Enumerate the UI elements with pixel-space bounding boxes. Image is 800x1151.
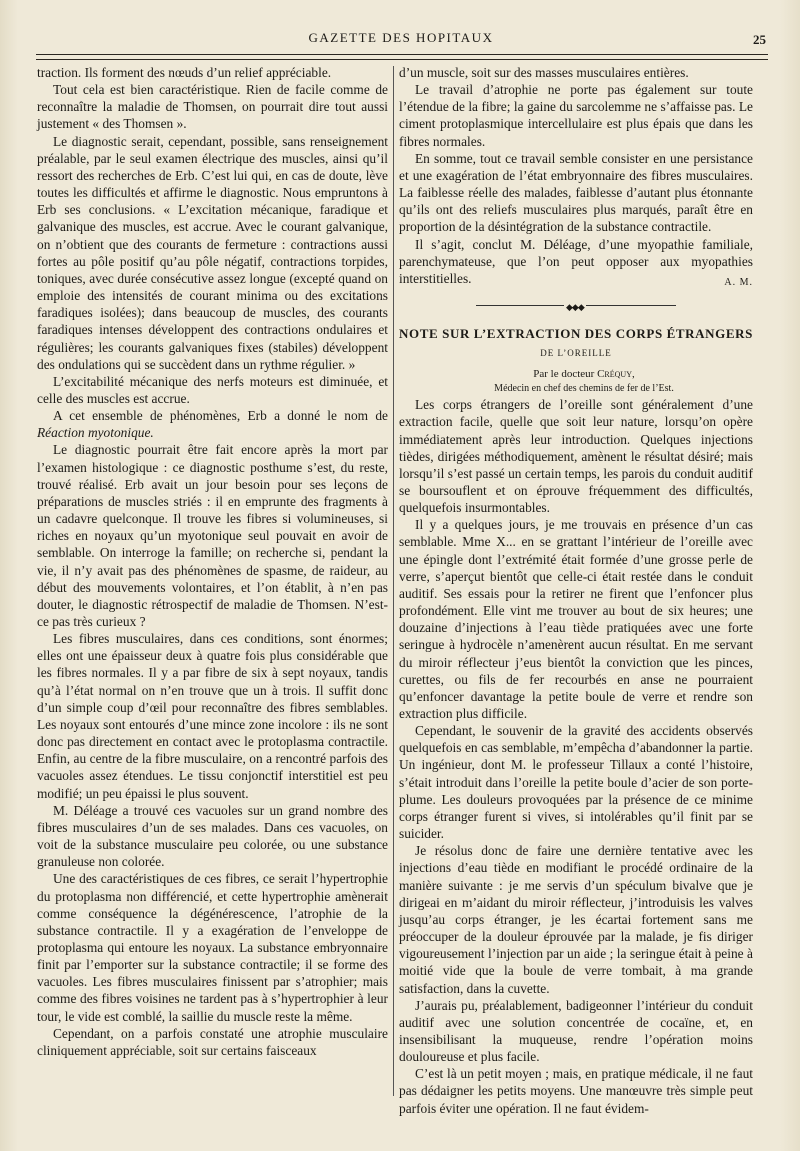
paragraph: d’un muscle, soit sur des masses musculaires entières. <box>399 65 689 80</box>
paragraph-text: Il s’agit, conclut M. Déléage, d’une myopathie familiale, parenchymateuse, que l’on peut opposer aux myopathies interstitielles. <box>399 236 753 286</box>
page-header <box>36 30 766 50</box>
author-affiliation: Médecin en chef des chemins de fer de l’Est. <box>494 383 674 395</box>
paragraph: traction. Ils forment des nœuds d’un relief appréciable. <box>37 65 332 80</box>
paragraph: L’excitabilité mécanique des nerfs moteurs est diminuée, et celle des muscles est accrue. <box>37 373 388 406</box>
left-column <box>37 64 388 1059</box>
paragraph: Le diagnostic serait, cependant, possible, sans renseignement préalable, par le seul examen électrique des muscles, ainsi qu’il ressort des recherches de Erb. C’est lui qui, en cas de doute, lève toutes les difficultés et affirme le diagnostic. Nous empruntons à Erb ses conclusions. « L’excitation mécanique, faradique et galvanique des muscles, est accrue. Avec le courant galvanique, on n’obtient que des courants de fermeture : contractions aussi fortes au pôle positif qu’au pôle négatif, contractions torpides, toniques, avec durée consécutive assez longue (excepté quand on emploie des intensités de courant minima ou des excitations faradiques isolées); dans beaucoup de muscles, des courants faradiques intenses développent des contractions ondulaires et régulières; les courants galvaniques fixes (stabiles) développent des ondulations qui se succèdent dans un rythme régulier. » <box>37 133 388 372</box>
paragraph: Le travail d’atrophie ne porte pas également sur toute l’étendue de la fibre; la gaine du sarcolemme ne s’affaisse pas. Le ciment protoplasmique intercellulaire est plus épais que dans les fibres normales. <box>399 82 753 149</box>
paragraph <box>399 236 753 287</box>
author-prefix: Par le docteur <box>533 368 595 381</box>
article-signature: A. M. <box>724 276 753 288</box>
paragraph: C’est là un petit moyen ; mais, en pratique médicale, il ne faut pas dédaigner les petits moyens. Une manœuvre très simple peut parfois éviter une opération. Il ne faut évidem- <box>399 1066 753 1116</box>
paragraph: Cependant, le souvenir de la gravité des accidents observés quelquefois en cas semblable, m’empêcha d’abandonner la partie. Un ingénieur, dont M. le professeur Tillaux a conté l’histoire, s’était introduit dans l’oreille la petite boule d’acier de son porte-plume. Les douleurs provoquées par la présence de ce minime corps étranger furent si vives, si intolérables qu’il finit par se suicider. <box>399 723 753 842</box>
ornament-mark: ◆◆◆ <box>564 299 586 316</box>
paragraph: Une des caractéristiques de ces fibres, ce serait l’hypertrophie du protoplasma non différencié, et cette hypertrophie amènerait comme conséquence la dégénérescence, l’atrophie de la substance contractile. Il y a exagération de l’enveloppe de protoplasma qui entoure les noyaux. La substance embryonnaire finit par l’emporter sur la substance contractile; il se forme des vacuoles. Les fibres musculaires finissent par s’atrophier; mais comme des fibres voisines ne tardent pas à s’hypertrophier à leur tour, le vide est comblé, la saillie du muscle reste la même. <box>37 871 388 1024</box>
paragraph: J’aurais pu, préalablement, badigeonner l’intérieur du conduit auditif avec une solution concentrée de cocaïne, et, en insensibilisant la muqueuse, rendre l’opération moins douloureuse et plus facile. <box>399 997 753 1065</box>
paragraph: Tout cela est bien caractéristique. Rien de facile comme de reconnaître la maladie de Thomsen, on pourrait dire tout aussi justement « des Thomsen ». <box>37 82 388 132</box>
paragraph: Je résolus donc de faire une dernière tentative avec les injections d’eau tiède en modifiant le procédé ordinaire de la manière suivante : je me servis d’un spéculum bivalve que je dirigeai en m’aidant du miroir réflecteur, j’introduisis les valves jusqu’au corps étranger, je les écartai fortement sans me préoccuper de la douleur éprouvée par la malade, je fis diriger vigoureusement l’injection par un aide ; la seringue était à peine à moitié vide que la boule de verre tombait, à ma grande satisfaction, dans la cuvette. <box>399 843 753 996</box>
header-rule <box>36 54 768 60</box>
paragraph: En somme, tout ce travail semble consister en une persistance et une exagération de l’état embryonnaire des fibres musculaires. La faiblesse réelle des malades, faiblesse d’autant plus étonnante qu’ils ont des reliefs musculaires plus marqués, paraît être en proportion de la désintégration de la substance contractile. <box>399 150 753 235</box>
right-column <box>399 64 753 1117</box>
italic-term: Réaction myotonique. <box>37 425 154 441</box>
paragraph-text: A cet ensemble de phénomènes, Erb a donné le nom de <box>53 408 388 424</box>
running-title: GAZETTE DES HOPITAUX <box>308 30 494 45</box>
section-divider-ornament <box>476 302 676 313</box>
paragraph: Il y a quelques jours, je me trouvais en présence d’un cas semblable. Mme X... en se grattant l’intérieur de l’oreille avec une épingle dont l’extrémité était formée d’une grosse perle de verre, s’aperçut bientôt que celle-ci était restée dans le conduit auditif. Ses essais pour la retirer ne firent que l’enfoncer plus profondément. Elle vint me trouver au bout de six heures; une douzaine d’injections à l’eau tiède pratiquées avec une forte seringue à hydrocèle n’amenèrent aucun résultat. En me servant du miroir réflecteur j’eus bientôt la conviction que les pinces, curettes, ou fils de fer recourbés en anse ne pourraient qu’enfoncer davantage la petite boule de verre et rendre son extraction plus difficile. <box>399 517 753 721</box>
column-divider <box>393 66 394 1096</box>
article-subtitle: DE L’OREILLE <box>540 348 612 359</box>
paragraph-with-italic <box>37 407 388 441</box>
paragraph: M. Déléage a trouvé ces vacuoles sur un grand nombre des fibres musculaires d’un de ses malades. Dans ces vacuoles, on voit de la substance musculaire peu colorée, ou une substance granuleuse non colorée. <box>37 802 388 870</box>
article-author <box>399 366 753 382</box>
paragraph: Le diagnostic pourrait être fait encore après la mort par l’examen histologique : ce diagnostic posthume s’est, du reste, trouvé réalisé. Erb avait un jour besoin pour ses leçons de préparations de muscles striés : il en emprunte des fragments à un cadavre quelconque. Il trouve les fibres si volumineuses, si riches en noyaux qu’un myotonique seul pouvait en avoir de semblable. On interroge la famille; on recherche si, pendant la vie, il n’y avait pas des phénomènes de spasme, de raideur, au début des mouvements volontaires, et l’on établit, à n’en pas douter, le diagnostic rétrospectif de maladie de Thomsen. N’est-ce pas très curieux ? <box>37 442 388 629</box>
page-number: 25 <box>753 32 766 47</box>
author-name: Créquy, <box>597 368 635 381</box>
paragraph: Les fibres musculaires, dans ces conditions, sont énormes; elles ont une épaisseur deux à quatre fois plus considérable que les fibres normales. Il y a par fibre de six à sept noyaux, tandis qu’à l’état normal on n’en trouve que un à trois. Il suffit donc d’un simple coup d’œil pour reconnaître des fibres semblables. Les noyaux sont entourés d’une mince zone incolore : ils ne sont donc pas directement en contact avec le protoplasma contractile. Enfin, au centre de la fibre musculaire, on a rencontré parfois des vacuoles assez étendues. Le tissu conjonctif interstitiel est peu modifié; un peu épaissi le plus souvent. <box>37 631 388 801</box>
paragraph: Cependant, on a parfois constaté une atrophie musculaire cliniquement appréciable, soit sur certains faisceaux <box>37 1025 388 1058</box>
paragraph: Les corps étrangers de l’oreille sont généralement d’une extraction facile, quelle que soit leur nature, lorsqu’on opère immédiatement après leur introduction. Quelques injections tièdes, dirigées méthodiquement, amènent le résultat désiré; mais lorsqu’il s’est passé un certain temps, les parois du conduit auditif se boursouflent et on éprouve fréquemment des difficultés, quelquefois insurmontables. <box>399 397 753 516</box>
article-title: NOTE SUR L’EXTRACTION DES CORPS ÉTRANGERS <box>399 326 753 342</box>
